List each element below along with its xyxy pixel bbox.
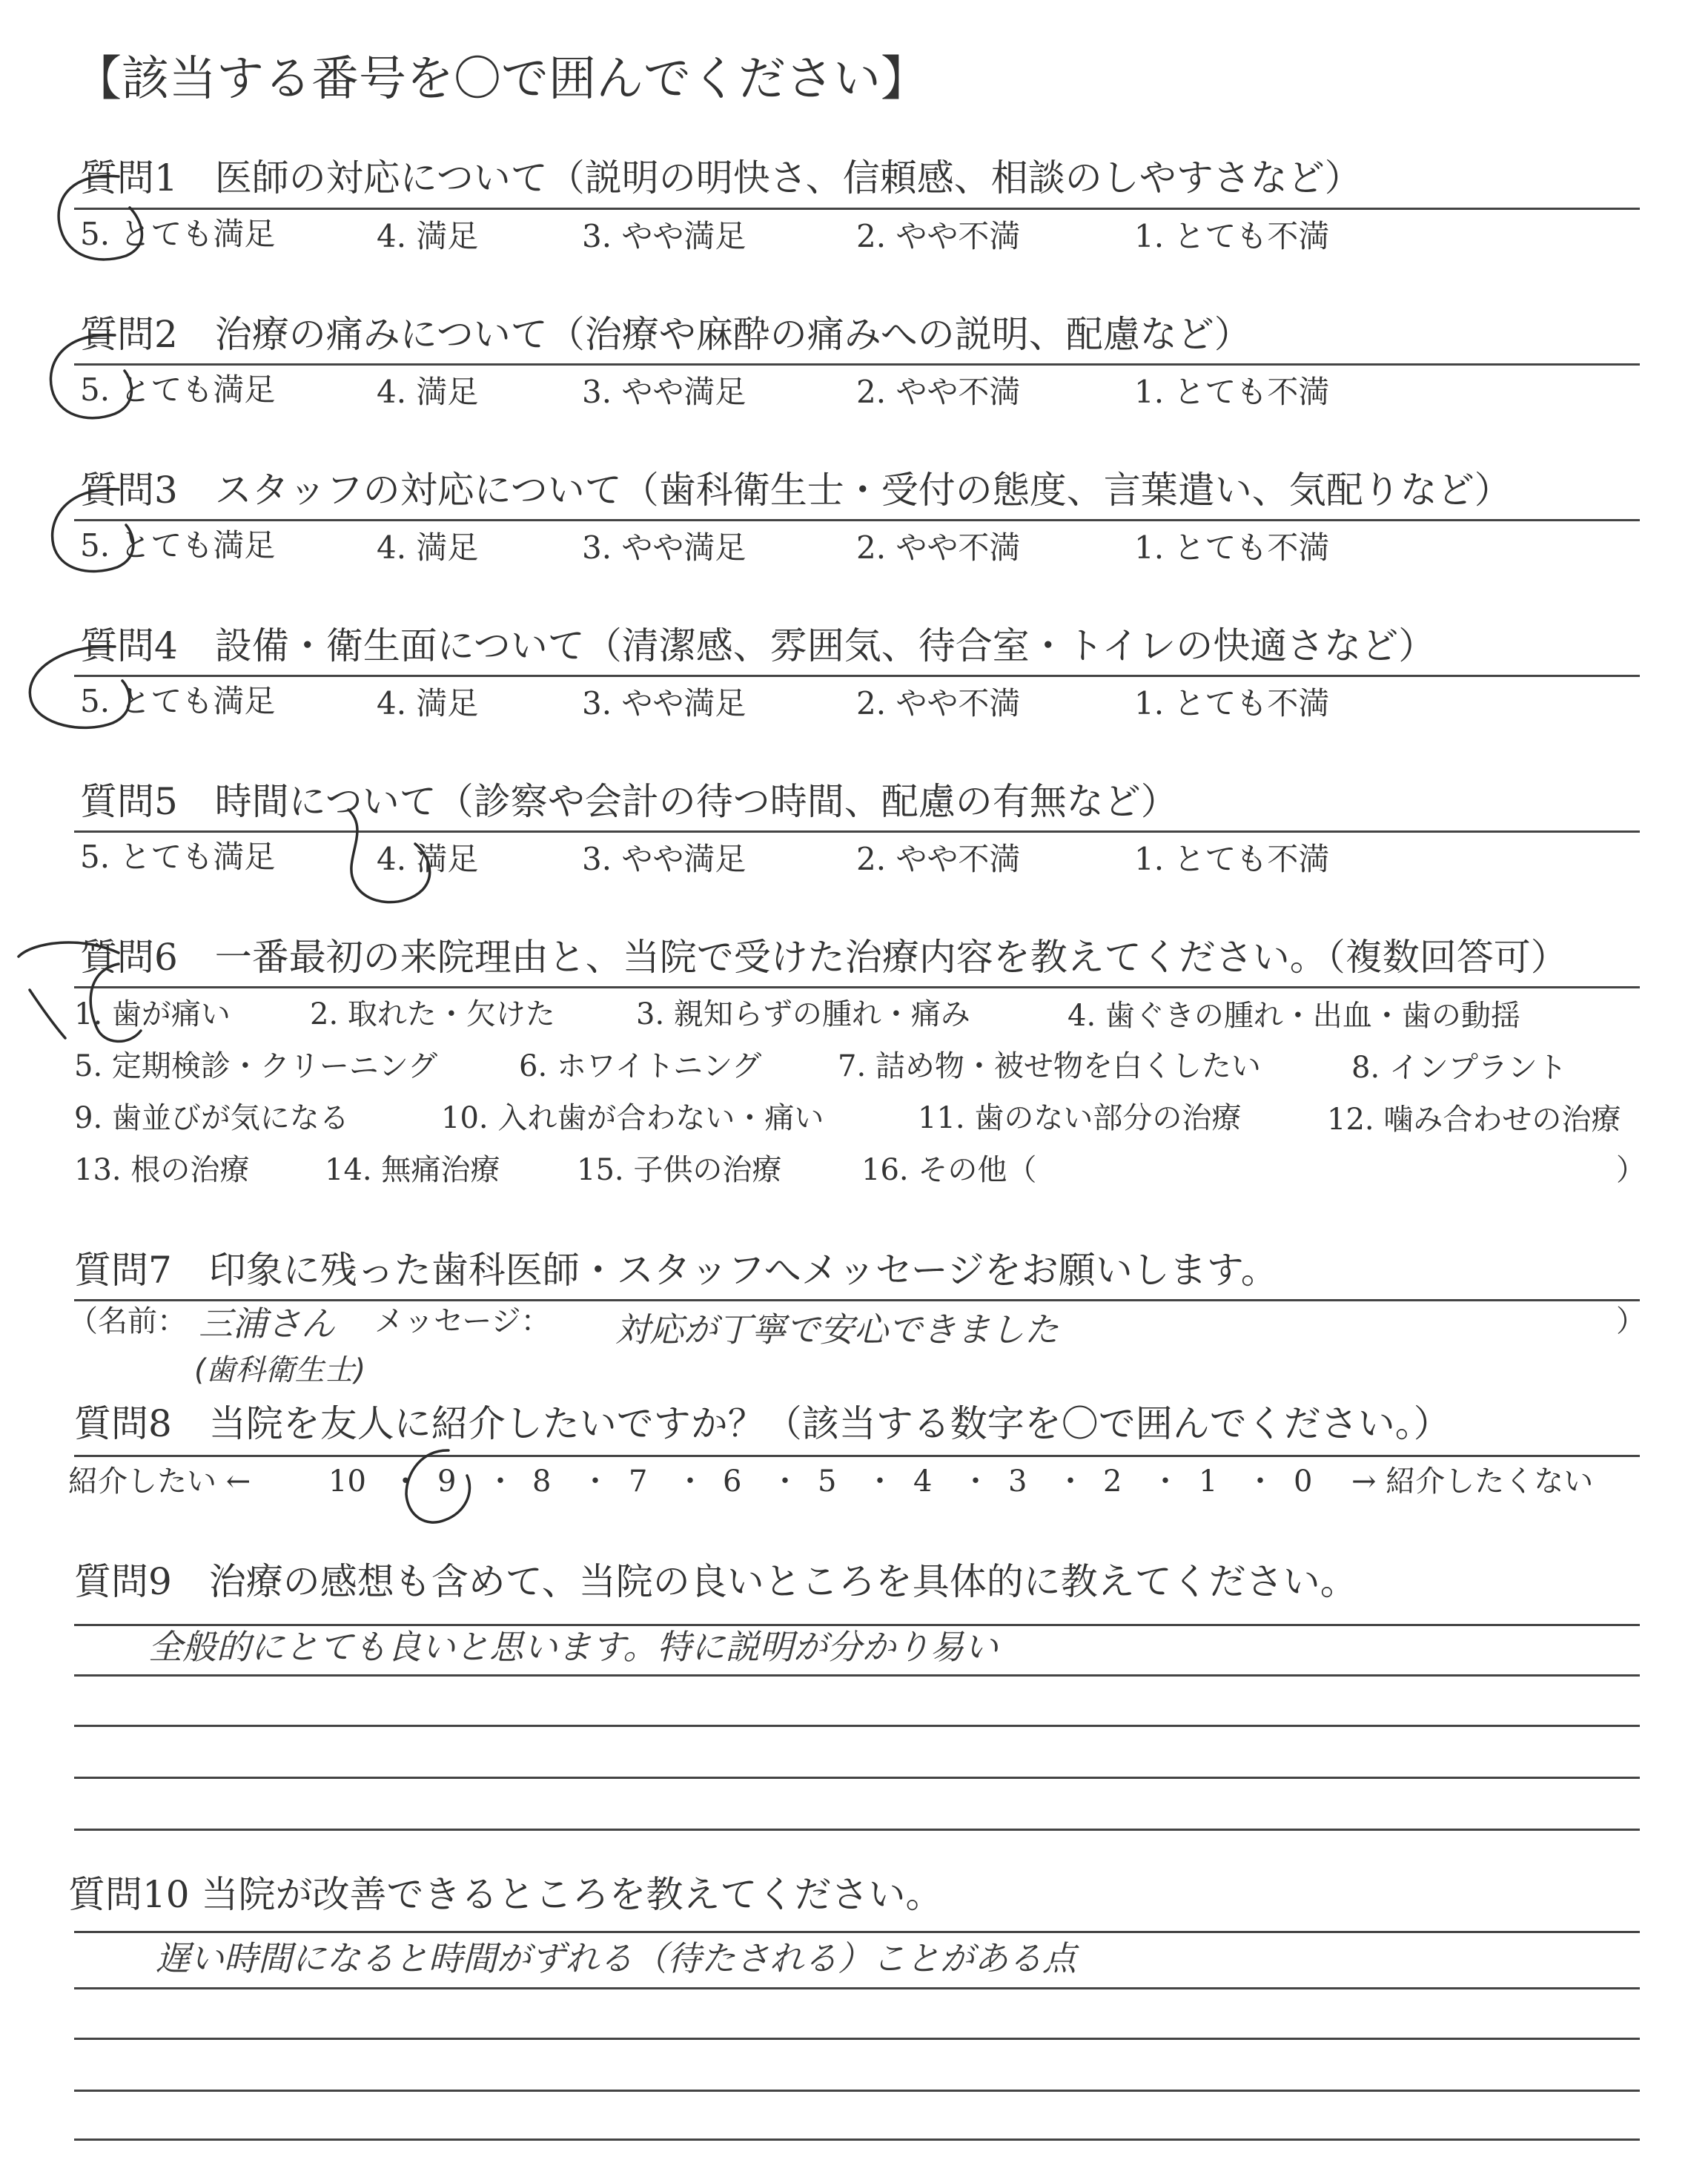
q10-line [74, 1931, 1640, 1933]
question-3-rule [74, 519, 1640, 521]
q3-option-1[interactable]: 1. とても不満 [1134, 529, 1330, 566]
q3-option-5[interactable]: 5. とても満足 [80, 527, 276, 564]
q6-option-5[interactable]: 5. 定期検診・クリーニング [74, 1049, 438, 1083]
q8-separator: ・ [1056, 1464, 1085, 1499]
q2-option-3[interactable]: 3. やや満足 [582, 374, 747, 410]
q6-option-10[interactable]: 10. 入れ歯が合わない・痛い [441, 1101, 824, 1135]
q6-option-13[interactable]: 13. 根の治療 [74, 1153, 250, 1187]
q8-separator: ・ [391, 1464, 420, 1499]
q2-option-1[interactable]: 1. とても不満 [1134, 374, 1330, 410]
q6-option-1[interactable]: 1. 歯が痛い [74, 997, 231, 1031]
q6-option-11[interactable]: 11. 歯のない部分の治療 [918, 1101, 1242, 1135]
q9-line [74, 1725, 1640, 1727]
q9-line [74, 1777, 1640, 1779]
q7-message-label: メッセージ： [374, 1304, 551, 1338]
q2-option-5[interactable]: 5. とても満足 [80, 371, 276, 408]
q8-scale-4[interactable]: 4 [913, 1464, 933, 1499]
q8-scale-6[interactable]: 6 [723, 1464, 742, 1499]
q7-close-paren: ） [1616, 1304, 1646, 1338]
q10-answer-handwritten: 遅い時間になると時間がずれる（待たされる）ことがある点 [156, 1938, 1076, 1978]
question-8-title: 質問8 当院を友人に紹介したいですか？（該当する数字を〇で囲んでください。） [74, 1402, 1451, 1445]
q1-option-5[interactable]: 5. とても満足 [80, 216, 276, 252]
q8-scale-0[interactable]: 0 [1294, 1464, 1313, 1499]
q3-option-2[interactable]: 2. やや不満 [856, 529, 1021, 566]
question-5-title: 質問5 時間について（診察や会計の待つ時間、配慮の有無など） [80, 780, 1178, 823]
q10-line [74, 2138, 1640, 2141]
q6-option-14[interactable]: 14. 無痛治療 [325, 1153, 500, 1187]
q8-right-label: → 紹介したくない [1351, 1464, 1594, 1499]
q3-option-3[interactable]: 3. やや満足 [582, 529, 747, 566]
question-2-title: 質問2 治療の痛みについて（治療や麻酔の痛みへの説明、配慮など） [80, 313, 1251, 356]
q6-option-4[interactable]: 4. 歯ぐきの腫れ・出血・歯の動揺 [1068, 999, 1520, 1033]
q7-message-handwritten: 対応が丁寧で安心できました [615, 1309, 1059, 1350]
q4-option-5[interactable]: 5. とても満足 [80, 683, 276, 719]
q9-line [74, 1624, 1640, 1626]
q8-scale-8[interactable]: 8 [532, 1464, 552, 1499]
q7-name-handwritten: 三浦さん [199, 1304, 335, 1344]
q6-option-15[interactable]: 15. 子供の治療 [577, 1153, 782, 1187]
q6-option-16[interactable]: 16. その他（ [861, 1153, 1037, 1187]
q10-line [74, 2038, 1640, 2040]
q1-option-2[interactable]: 2. やや不満 [856, 218, 1021, 254]
question-8-rule [74, 1455, 1640, 1457]
q3-option-4[interactable]: 4. 満足 [377, 529, 479, 566]
q4-option-1[interactable]: 1. とても不満 [1134, 685, 1330, 721]
q8-separator: ・ [1245, 1464, 1275, 1499]
q10-line [74, 2090, 1640, 2092]
q9-line [74, 1674, 1640, 1677]
q9-answer-handwritten: 全般的にとても良いと思います。特に説明が分かり易い [148, 1627, 999, 1667]
q8-scale-5[interactable]: 5 [818, 1464, 837, 1499]
q8-separator: ・ [770, 1464, 800, 1499]
q6-option-8[interactable]: 8. インプラント [1351, 1051, 1567, 1085]
q2-option-2[interactable]: 2. やや不満 [856, 374, 1021, 410]
q8-scale-10[interactable]: 10 [328, 1464, 366, 1499]
q8-scale-2[interactable]: 2 [1103, 1464, 1122, 1499]
question-2-rule [74, 363, 1640, 366]
q5-option-4[interactable]: 4. 満足 [377, 841, 479, 877]
question-6-rule [74, 986, 1640, 988]
q7-name-note-handwritten: (歯科衛生士) [194, 1353, 366, 1387]
question-4-rule [74, 675, 1640, 677]
page-title: 【該当する番号を〇で囲んでください】 [74, 52, 928, 107]
question-4-title: 質問4 設備・衛生面について（清潔感、雰囲気、待合室・トイレの快適さなど） [80, 624, 1436, 667]
question-10-title: 質問10 当院が改善できるところを教えてください。 [68, 1873, 943, 1916]
q4-option-4[interactable]: 4. 満足 [377, 685, 479, 721]
question-7-title: 質問7 印象に残った歯科医師・スタッフへメッセージをお願いします。 [74, 1249, 1278, 1292]
question-1-rule [74, 208, 1640, 210]
q7-name-label: （名前： [68, 1304, 187, 1338]
q6-option-7[interactable]: 7. 詰め物・被せ物を白くしたい [838, 1049, 1261, 1083]
q6-option-3[interactable]: 3. 親知らずの腫れ・痛み [636, 997, 970, 1031]
q4-option-2[interactable]: 2. やや不満 [856, 685, 1021, 721]
q1-option-3[interactable]: 3. やや満足 [582, 218, 747, 254]
q8-separator: ・ [486, 1464, 515, 1499]
q6-option-2[interactable]: 2. 取れた・欠けた [310, 997, 555, 1031]
q8-scale-9[interactable]: 9 [437, 1464, 457, 1499]
q1-option-1[interactable]: 1. とても不満 [1134, 218, 1330, 254]
q8-separator: ・ [961, 1464, 990, 1499]
q6-option-9[interactable]: 9. 歯並びが気になる [74, 1101, 349, 1135]
q9-line [74, 1829, 1640, 1831]
q6-option-12[interactable]: 12. 噛み合わせの治療 [1327, 1103, 1621, 1137]
question-6-title: 質問6 一番最初の来院理由と、当院で受けた治療内容を教えてください。（複数回答可） [80, 936, 1568, 979]
q8-separator: ・ [580, 1464, 610, 1499]
q5-option-5[interactable]: 5. とても満足 [80, 839, 276, 875]
q5-option-2[interactable]: 2. やや不満 [856, 841, 1021, 877]
q6-close-paren: ） [1616, 1153, 1646, 1187]
q8-separator: ・ [675, 1464, 705, 1499]
question-7-rule [74, 1299, 1640, 1301]
q1-option-4[interactable]: 4. 満足 [377, 218, 479, 254]
q8-scale-1[interactable]: 1 [1199, 1464, 1218, 1499]
q2-option-4[interactable]: 4. 満足 [377, 374, 479, 410]
q4-option-3[interactable]: 3. やや満足 [582, 685, 747, 721]
q8-scale-3[interactable]: 3 [1008, 1464, 1027, 1499]
question-9-title: 質問9 治療の感想も含めて、当院の良いところを具体的に教えてください。 [74, 1560, 1357, 1603]
q8-left-label: 紹介したい ← [68, 1464, 251, 1499]
q5-option-1[interactable]: 1. とても不満 [1134, 841, 1330, 877]
question-3-title: 質問3 スタッフの対応について（歯科衛生士・受付の態度、言葉遣い、気配りなど） [80, 469, 1512, 512]
q6-option-6[interactable]: 6. ホワイトニング [519, 1049, 762, 1083]
q10-line [74, 1987, 1640, 1989]
q8-separator: ・ [865, 1464, 895, 1499]
question-5-rule [74, 830, 1640, 833]
q8-separator: ・ [1151, 1464, 1180, 1499]
question-1-title: 質問1 医師の対応について（説明の明快さ、信頼感、相談のしやすさなど） [80, 156, 1362, 199]
q5-option-3[interactable]: 3. やや満足 [582, 841, 747, 877]
q8-scale-7[interactable]: 7 [629, 1464, 648, 1499]
